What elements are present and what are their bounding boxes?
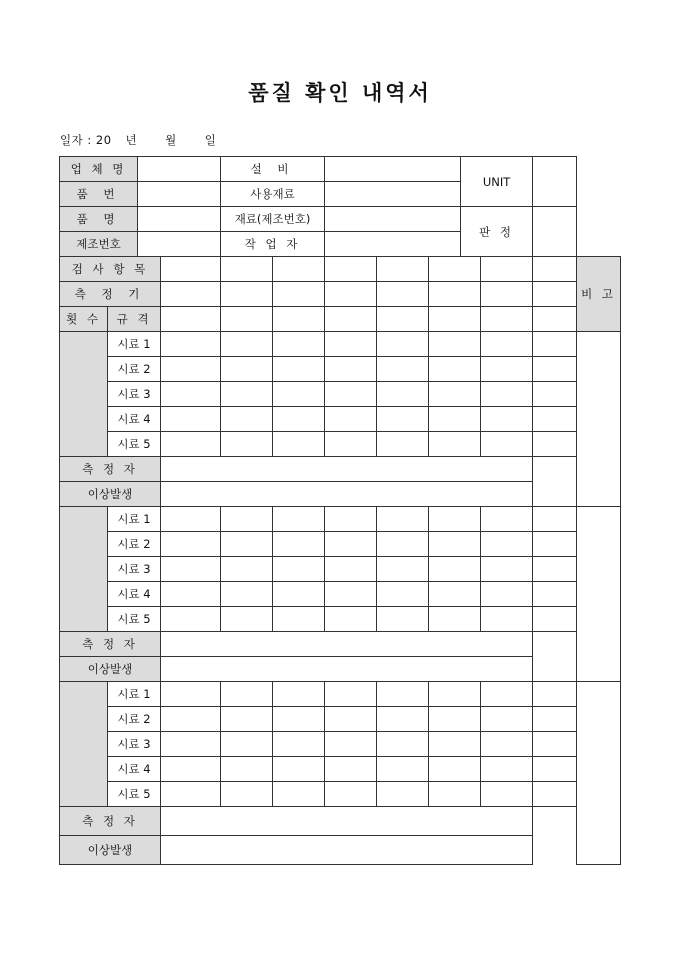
measurement-cell[interactable] xyxy=(429,357,481,382)
unit-label: UNIT xyxy=(461,157,533,207)
sample-label: 시료 4 xyxy=(108,407,161,432)
measurement-cell[interactable] xyxy=(161,332,221,357)
measurement-cell[interactable] xyxy=(325,407,377,432)
item-cell[interactable] xyxy=(273,257,325,282)
instrument-cell[interactable] xyxy=(377,282,429,307)
measurement-cell[interactable] xyxy=(161,757,221,782)
measurement-cell[interactable] xyxy=(221,607,273,632)
measurement-cell[interactable] xyxy=(377,532,429,557)
measurement-cell[interactable] xyxy=(221,707,273,732)
inspection-item-label: 검 사 항 목 xyxy=(60,257,161,282)
measurement-cell[interactable] xyxy=(377,332,429,357)
measurement-cell[interactable] xyxy=(273,532,325,557)
company-value[interactable] xyxy=(138,157,221,182)
measurement-cell[interactable] xyxy=(325,532,377,557)
part-name-value[interactable] xyxy=(138,207,221,232)
measurement-cell[interactable] xyxy=(481,582,533,607)
measurement-cell[interactable] xyxy=(429,332,481,357)
measurement-cell[interactable] xyxy=(377,507,429,532)
spec-cell[interactable] xyxy=(273,307,325,332)
measurement-cell[interactable] xyxy=(481,332,533,357)
anomaly-label: 이상발생 xyxy=(60,836,161,865)
part-no-value[interactable] xyxy=(138,182,221,207)
measurement-cell[interactable] xyxy=(221,357,273,382)
measurement-cell[interactable] xyxy=(161,507,221,532)
sample-label: 시료 3 xyxy=(108,557,161,582)
measurement-cell[interactable] xyxy=(533,707,577,732)
measurement-cell[interactable] xyxy=(533,607,577,632)
measurement-cell[interactable] xyxy=(325,582,377,607)
spec-cell[interactable] xyxy=(533,307,577,332)
sample-label: 시료 3 xyxy=(108,732,161,757)
measurement-cell[interactable] xyxy=(161,732,221,757)
measurement-cell[interactable] xyxy=(273,782,325,807)
company-label: 업 체 명 xyxy=(60,157,138,182)
measurement-cell[interactable] xyxy=(533,507,577,532)
mfg-no-label: 제조번호 xyxy=(60,232,138,257)
instrument-label: 측 정 기 xyxy=(60,282,161,307)
measurement-cell[interactable] xyxy=(481,382,533,407)
remarks-cell[interactable] xyxy=(577,507,621,682)
measurement-cell[interactable] xyxy=(429,732,481,757)
measurement-cell[interactable] xyxy=(481,732,533,757)
measurer-label: 측 정 자 xyxy=(60,807,161,836)
measurement-cell[interactable] xyxy=(325,707,377,732)
anomaly-value[interactable] xyxy=(161,657,533,682)
quality-inspection-table xyxy=(59,156,621,865)
measurement-cell[interactable] xyxy=(377,407,429,432)
equipment-value[interactable] xyxy=(325,157,461,182)
sample-label: 시료 2 xyxy=(108,532,161,557)
measurement-cell[interactable] xyxy=(429,407,481,432)
sample-label: 시료 4 xyxy=(108,757,161,782)
measurement-cell[interactable] xyxy=(481,557,533,582)
measurement-cell[interactable] xyxy=(221,582,273,607)
measurement-cell[interactable] xyxy=(325,757,377,782)
measurement-cell[interactable] xyxy=(273,332,325,357)
measurement-cell[interactable] xyxy=(273,582,325,607)
date-day-label: 일 xyxy=(204,133,217,147)
measurement-cell[interactable] xyxy=(161,707,221,732)
measurement-cell[interactable] xyxy=(377,732,429,757)
part-no-label: 품 번 xyxy=(60,182,138,207)
measurement-cell[interactable] xyxy=(481,682,533,707)
measurement-cell[interactable] xyxy=(429,382,481,407)
measurement-cell[interactable] xyxy=(161,557,221,582)
measurement-cell[interactable] xyxy=(533,357,577,382)
measurement-cell[interactable] xyxy=(161,532,221,557)
measurement-cell[interactable] xyxy=(161,407,221,432)
material-label: 사용재료 xyxy=(221,182,325,207)
measurement-cell[interactable] xyxy=(429,607,481,632)
measurement-cell[interactable] xyxy=(533,782,577,807)
judgment-label: 판 정 xyxy=(461,207,533,257)
measurement-cell[interactable] xyxy=(325,557,377,582)
measurement-cell[interactable] xyxy=(221,382,273,407)
measurement-cell[interactable] xyxy=(533,557,577,582)
measurer-label: 측 정 자 xyxy=(60,632,161,657)
measurement-cell[interactable] xyxy=(481,782,533,807)
measurement-cell[interactable] xyxy=(481,757,533,782)
measurement-cell[interactable] xyxy=(429,432,481,457)
judgment-value[interactable] xyxy=(533,207,577,257)
sample-label: 시료 1 xyxy=(108,507,161,532)
measurement-cell[interactable] xyxy=(533,732,577,757)
spec-cell[interactable] xyxy=(481,307,533,332)
date-month-label: 월 xyxy=(165,133,177,147)
measurement-cell[interactable] xyxy=(161,582,221,607)
measurement-cell[interactable] xyxy=(377,557,429,582)
measurement-cell[interactable] xyxy=(325,332,377,357)
measurement-cell[interactable] xyxy=(325,382,377,407)
date-year-label: 년 xyxy=(125,133,138,147)
worker-value[interactable] xyxy=(325,232,461,257)
sample-label: 시료 4 xyxy=(108,582,161,607)
measurement-cell[interactable] xyxy=(325,432,377,457)
measurement-cell[interactable] xyxy=(377,382,429,407)
measurer-value[interactable] xyxy=(161,457,533,482)
sample-label: 시료 1 xyxy=(108,682,161,707)
measurement-cell[interactable] xyxy=(161,432,221,457)
instrument-cell[interactable] xyxy=(325,282,377,307)
measurement-cell[interactable] xyxy=(377,782,429,807)
sample-label: 시료 3 xyxy=(108,382,161,407)
item-cell[interactable] xyxy=(221,257,273,282)
anomaly-value[interactable] xyxy=(161,482,533,507)
measurement-cell[interactable] xyxy=(533,432,577,457)
count-label: 횟 수 xyxy=(60,307,108,332)
measurement-cell[interactable] xyxy=(377,757,429,782)
measurement-cell[interactable] xyxy=(221,757,273,782)
measurement-cell[interactable] xyxy=(533,332,577,357)
measurement-cell[interactable] xyxy=(481,707,533,732)
measurement-cell[interactable] xyxy=(273,507,325,532)
instrument-cell[interactable] xyxy=(481,282,533,307)
spec-label: 규 격 xyxy=(108,307,161,332)
part-name-label: 품 명 xyxy=(60,207,138,232)
anomaly-value[interactable] xyxy=(161,836,533,865)
measurement-cell[interactable] xyxy=(273,382,325,407)
measurement-cell[interactable] xyxy=(325,682,377,707)
item-cell[interactable] xyxy=(325,257,377,282)
measurement-cell[interactable] xyxy=(481,607,533,632)
measurement-cell[interactable] xyxy=(377,582,429,607)
instrument-cell[interactable] xyxy=(161,282,221,307)
mfg-no-value[interactable] xyxy=(138,232,221,257)
anomaly-label: 이상발생 xyxy=(60,657,161,682)
worker-label: 작 업 자 xyxy=(221,232,325,257)
measurement-cell[interactable] xyxy=(161,782,221,807)
measurement-cell[interactable] xyxy=(481,532,533,557)
item-cell[interactable] xyxy=(429,257,481,282)
measurement-cell[interactable] xyxy=(221,407,273,432)
sample-label: 시료 5 xyxy=(108,607,161,632)
document-title: 품질 확인 내역서 xyxy=(248,80,432,105)
measurement-cell[interactable] xyxy=(325,507,377,532)
measurer-label: 측 정 자 xyxy=(60,457,161,482)
measurement-cell[interactable] xyxy=(273,757,325,782)
measurement-cell[interactable] xyxy=(221,782,273,807)
equipment-label: 설 비 xyxy=(221,157,325,182)
measurement-cell[interactable] xyxy=(273,357,325,382)
spec-cell[interactable] xyxy=(161,307,221,332)
spec-cell[interactable] xyxy=(377,307,429,332)
measurement-cell[interactable] xyxy=(533,582,577,607)
sample-label: 시료 2 xyxy=(108,357,161,382)
measurement-cell[interactable] xyxy=(377,357,429,382)
measurement-cell[interactable] xyxy=(429,557,481,582)
material-no-label: 재료(제조번호) xyxy=(221,207,325,232)
measurement-cell[interactable] xyxy=(429,707,481,732)
measurement-cell[interactable] xyxy=(429,582,481,607)
sample-label: 시료 1 xyxy=(108,332,161,357)
measurement-cell[interactable] xyxy=(221,332,273,357)
measurement-cell[interactable] xyxy=(377,432,429,457)
spec-cell[interactable] xyxy=(221,307,273,332)
instrument-cell[interactable] xyxy=(533,282,577,307)
measurement-cell[interactable] xyxy=(273,407,325,432)
measurement-cell[interactable] xyxy=(429,757,481,782)
measurement-cell[interactable] xyxy=(377,707,429,732)
item-cell[interactable] xyxy=(481,257,533,282)
count-cell[interactable] xyxy=(60,682,108,807)
measurement-cell[interactable] xyxy=(273,732,325,757)
item-cell[interactable] xyxy=(377,257,429,282)
measurement-cell[interactable] xyxy=(221,557,273,582)
measurement-cell[interactable] xyxy=(481,432,533,457)
measurement-cell[interactable] xyxy=(325,607,377,632)
measurement-cell[interactable] xyxy=(161,357,221,382)
measurement-cell[interactable] xyxy=(273,707,325,732)
instrument-cell[interactable] xyxy=(273,282,325,307)
measurement-cell[interactable] xyxy=(377,682,429,707)
measurement-cell[interactable] xyxy=(533,757,577,782)
measurement-cell[interactable] xyxy=(325,357,377,382)
measurement-cell[interactable] xyxy=(221,732,273,757)
measurement-cell[interactable] xyxy=(161,382,221,407)
date-prefix: 일자 : 20 xyxy=(60,133,112,147)
unit-value[interactable] xyxy=(533,157,577,207)
measurement-cell[interactable] xyxy=(481,407,533,432)
measurer-value[interactable] xyxy=(161,807,533,836)
measurement-cell[interactable] xyxy=(273,682,325,707)
material-no-value[interactable] xyxy=(325,207,461,232)
measurer-value[interactable] xyxy=(161,632,533,657)
remarks-cell[interactable] xyxy=(577,682,621,865)
sample-label: 시료 5 xyxy=(108,782,161,807)
measurement-cell[interactable] xyxy=(533,532,577,557)
spec-cell[interactable] xyxy=(429,307,481,332)
measurement-cell[interactable] xyxy=(221,507,273,532)
measurement-cell[interactable] xyxy=(273,607,325,632)
count-cell[interactable] xyxy=(60,507,108,632)
measurement-cell[interactable] xyxy=(533,407,577,432)
measurement-cell[interactable] xyxy=(325,732,377,757)
measurement-cell[interactable] xyxy=(429,782,481,807)
measurement-cell[interactable] xyxy=(377,607,429,632)
measurement-cell[interactable] xyxy=(481,357,533,382)
measurement-cell[interactable] xyxy=(533,382,577,407)
measurement-cell[interactable] xyxy=(221,682,273,707)
date-line xyxy=(60,132,216,148)
measurement-cell[interactable] xyxy=(161,682,221,707)
anomaly-label: 이상발생 xyxy=(60,482,161,507)
measurement-cell[interactable] xyxy=(273,432,325,457)
measurement-cell[interactable] xyxy=(429,507,481,532)
item-cell[interactable] xyxy=(161,257,221,282)
measurement-cell[interactable] xyxy=(273,557,325,582)
remarks-label: 비 고 xyxy=(577,257,621,332)
sample-label: 시료 2 xyxy=(108,707,161,732)
measurement-cell[interactable] xyxy=(429,532,481,557)
measurement-cell[interactable] xyxy=(325,782,377,807)
spec-cell[interactable] xyxy=(325,307,377,332)
instrument-cell[interactable] xyxy=(429,282,481,307)
sample-label: 시료 5 xyxy=(108,432,161,457)
measurement-cell[interactable] xyxy=(221,432,273,457)
count-cell[interactable] xyxy=(60,332,108,457)
measurement-cell[interactable] xyxy=(481,507,533,532)
item-cell[interactable] xyxy=(533,257,577,282)
measurement-cell[interactable] xyxy=(533,682,577,707)
measurement-cell[interactable] xyxy=(429,682,481,707)
remarks-cell[interactable] xyxy=(577,332,621,507)
measurement-cell[interactable] xyxy=(161,607,221,632)
measurement-cell[interactable] xyxy=(221,532,273,557)
instrument-cell[interactable] xyxy=(221,282,273,307)
material-value[interactable] xyxy=(325,182,461,207)
